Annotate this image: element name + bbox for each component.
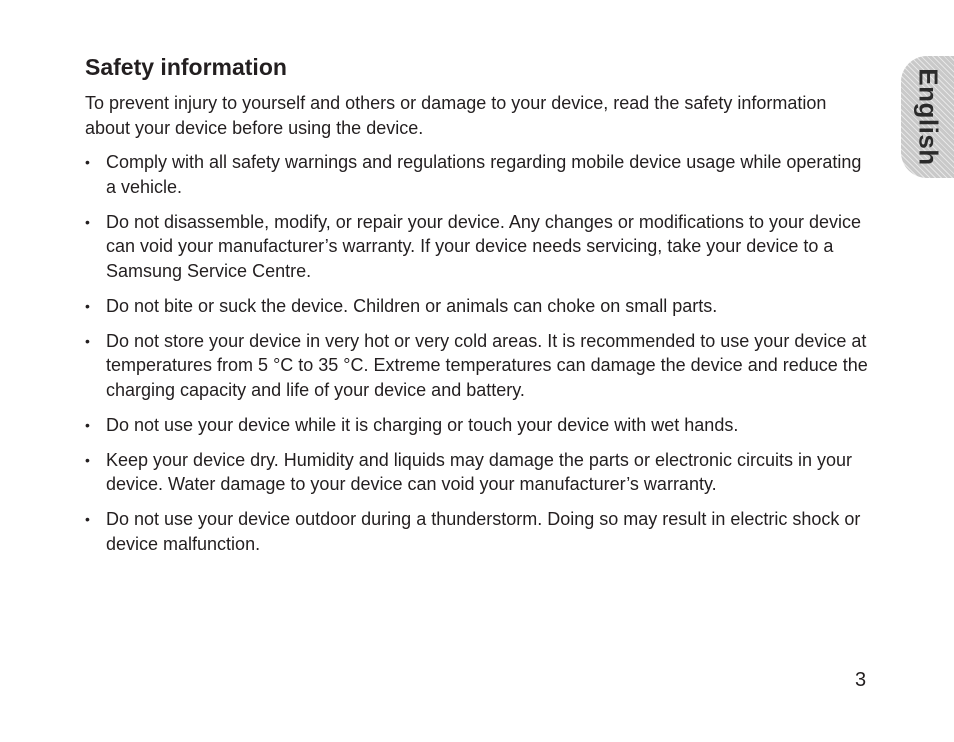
list-item-text: Do not bite or suck the device. Children or animals can choke on small parts. [106,295,718,316]
list-item-text: Do not store your device in very hot or very cold areas. It is recommended to use your device at temperatures from 5 °C to 35 °C. Extreme temperatures can damage the device and reduce the charging capacity and life of your device and battery. [106,330,868,400]
list-item [85,150,875,199]
bullet-icon: • [85,511,90,527]
bullet-icon: • [85,416,90,433]
bullet-icon: • [85,451,90,468]
bullet-icon: • [85,154,90,170]
intro-paragraph: To prevent injury to yourself and others or damage to your device, read the safety information about your device before using the device. [85,93,827,138]
list-item [85,210,875,284]
bullet-icon: • [85,332,90,349]
bullet-icon: • [85,213,90,230]
list-item [85,507,875,556]
list-item-text: Do not use your device while it is charging or touch your device with wet hands. [106,414,739,435]
list-item-text: Comply with all safety warnings and regulations regarding mobile device usage while operating a vehicle. [106,152,862,197]
list-item [85,413,875,438]
page-title: Safety information [85,54,287,80]
page-number: 3 [855,669,867,691]
safety-bullet-list [85,150,875,567]
list-item-text: Keep your device dry. Humidity and liquids may damage the parts or electronic circuits in your device. Water damage to your device can void your manufacturer’s warranty. [106,449,853,494]
list-item [85,294,875,319]
language-tab-label: English [913,68,943,166]
list-item-text: Do not use your device outdoor during a thunderstorm. Doing so may result in electric shock or device malfunction. [106,509,861,554]
list-item [85,329,875,403]
list-item [85,448,875,497]
bullet-icon: • [85,297,90,314]
language-tab [901,56,954,178]
list-item-text: Do not disassemble, modify, or repair your device. Any changes or modifications to your device can void your manufacturer’s warranty. If your device needs servicing, take your device to a Samsung Service Centre. [106,211,862,281]
